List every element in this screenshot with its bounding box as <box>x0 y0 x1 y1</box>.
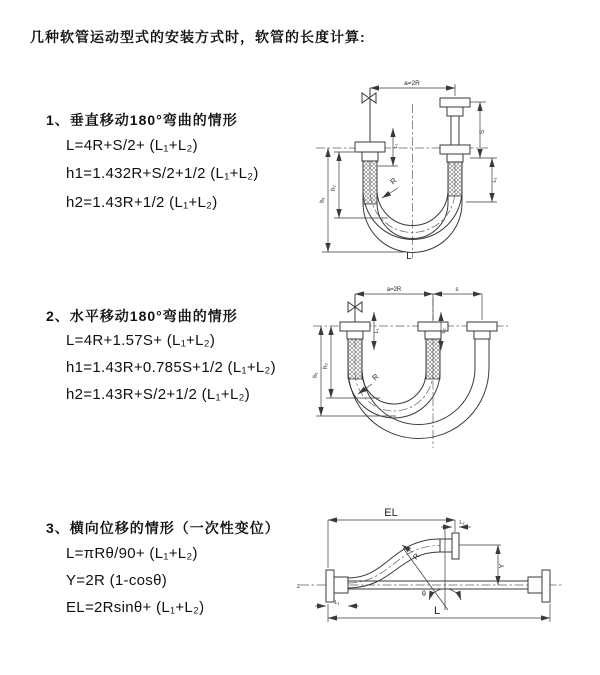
section-3-formula-Y: Y=2R (1-cosθ) <box>66 572 168 589</box>
section-2-formula-h1: h1=1.43R+0.785S+1/2 (L₁+L₂) <box>66 359 276 376</box>
dimension-h1 <box>320 148 404 252</box>
section-2-formula-L: L=4R+1.57S+ (L₁+L₂) <box>66 332 216 349</box>
dim-label-y: Y <box>499 563 506 569</box>
dimension-l2 <box>441 312 447 350</box>
dim-label-el: EL <box>384 507 398 519</box>
dim-label-h2: h₂ <box>323 363 329 369</box>
right-connector <box>467 322 497 339</box>
section-3-formula-EL: EL=2Rsinθ+ (L₁+L₂) <box>66 599 205 616</box>
dim-label-l2: L₂ <box>492 177 498 183</box>
dim-label-h2: h₂ <box>331 185 337 191</box>
centerlines <box>313 298 508 448</box>
braided-hose-middle <box>426 339 440 379</box>
radius-callout <box>382 176 399 198</box>
dimension-l <box>328 604 550 622</box>
dim-label-l2: L₂ <box>441 328 447 334</box>
u-hose-arcs <box>348 339 489 439</box>
dim-label-l: L <box>433 605 441 617</box>
section-1-formula-h1: h1=1.432R+S/2+1/2 (L₁+L₂) <box>66 165 259 182</box>
section-2-heading: 2、水平移动180°弯曲的情形 <box>46 308 238 324</box>
length-label: L <box>406 251 412 262</box>
dimension-l2 <box>466 158 498 202</box>
dim-label-s: S <box>480 129 486 135</box>
dimension-l1 <box>315 600 359 606</box>
dimension-s <box>433 287 482 294</box>
dim-label-a2r: a=2R <box>404 80 420 87</box>
section-1-formula-L: L=4R+S/2+ (L₁+L₂) <box>66 137 198 154</box>
section-1-formula-h2: h2=1.43R+1/2 (L₁+L₂) <box>66 194 218 211</box>
section-3-formula-L: L=πRθ/90+ (L₁+L₂) <box>66 545 198 562</box>
axis-mark: z <box>297 584 300 590</box>
braided-hose-right <box>448 162 462 196</box>
section-1-heading: 1、垂直移动180°弯曲的情形 <box>46 112 238 128</box>
diagram-horizontal-movement <box>308 280 600 470</box>
page-title: 几种软管运动型式的安装方式时，软管的长度计算: <box>30 29 366 45</box>
angle-label: θ <box>422 591 426 598</box>
braided-hose-left <box>363 161 377 204</box>
radius-label: R <box>410 551 422 562</box>
left-connector <box>326 570 348 602</box>
s-curve-hose <box>348 533 459 588</box>
dim-label-l1: L₁ <box>393 143 399 149</box>
dim-label-l2: L₂ <box>459 520 465 526</box>
dim-label-h1: h₁ <box>320 197 326 203</box>
left-connector <box>355 88 385 204</box>
dim-label-s: s <box>455 287 459 293</box>
dimension-s <box>470 102 497 158</box>
dim-label-h1: h₁ <box>313 372 319 378</box>
diagram-lateral-displacement <box>295 500 600 655</box>
dimension-el <box>328 507 455 568</box>
dim-label-l1: L₁ <box>334 600 340 606</box>
right-connector <box>440 98 470 196</box>
dim-label-l1: L₁ <box>374 328 380 334</box>
dimension-l1 <box>374 312 380 350</box>
left-connector <box>340 294 370 379</box>
radius-label: R <box>388 175 399 187</box>
dim-label-a2r: a=2R <box>386 287 402 293</box>
section-2-formula-h2: h2=1.43R+S/2+1/2 (L₁+L₂) <box>66 386 251 403</box>
dimension-y <box>459 545 506 585</box>
braided-hose-left <box>348 339 362 379</box>
dimension-a2r <box>370 80 455 96</box>
straight-pipe <box>348 570 550 602</box>
valve-icon <box>362 93 376 103</box>
dimension-h2 <box>331 152 388 218</box>
section-3-heading: 3、横向位移的情形（一次性变位） <box>46 520 280 536</box>
dimension-l2 <box>441 520 471 527</box>
radius-label: R <box>370 371 381 383</box>
diagram-vertical-movement <box>308 66 600 262</box>
